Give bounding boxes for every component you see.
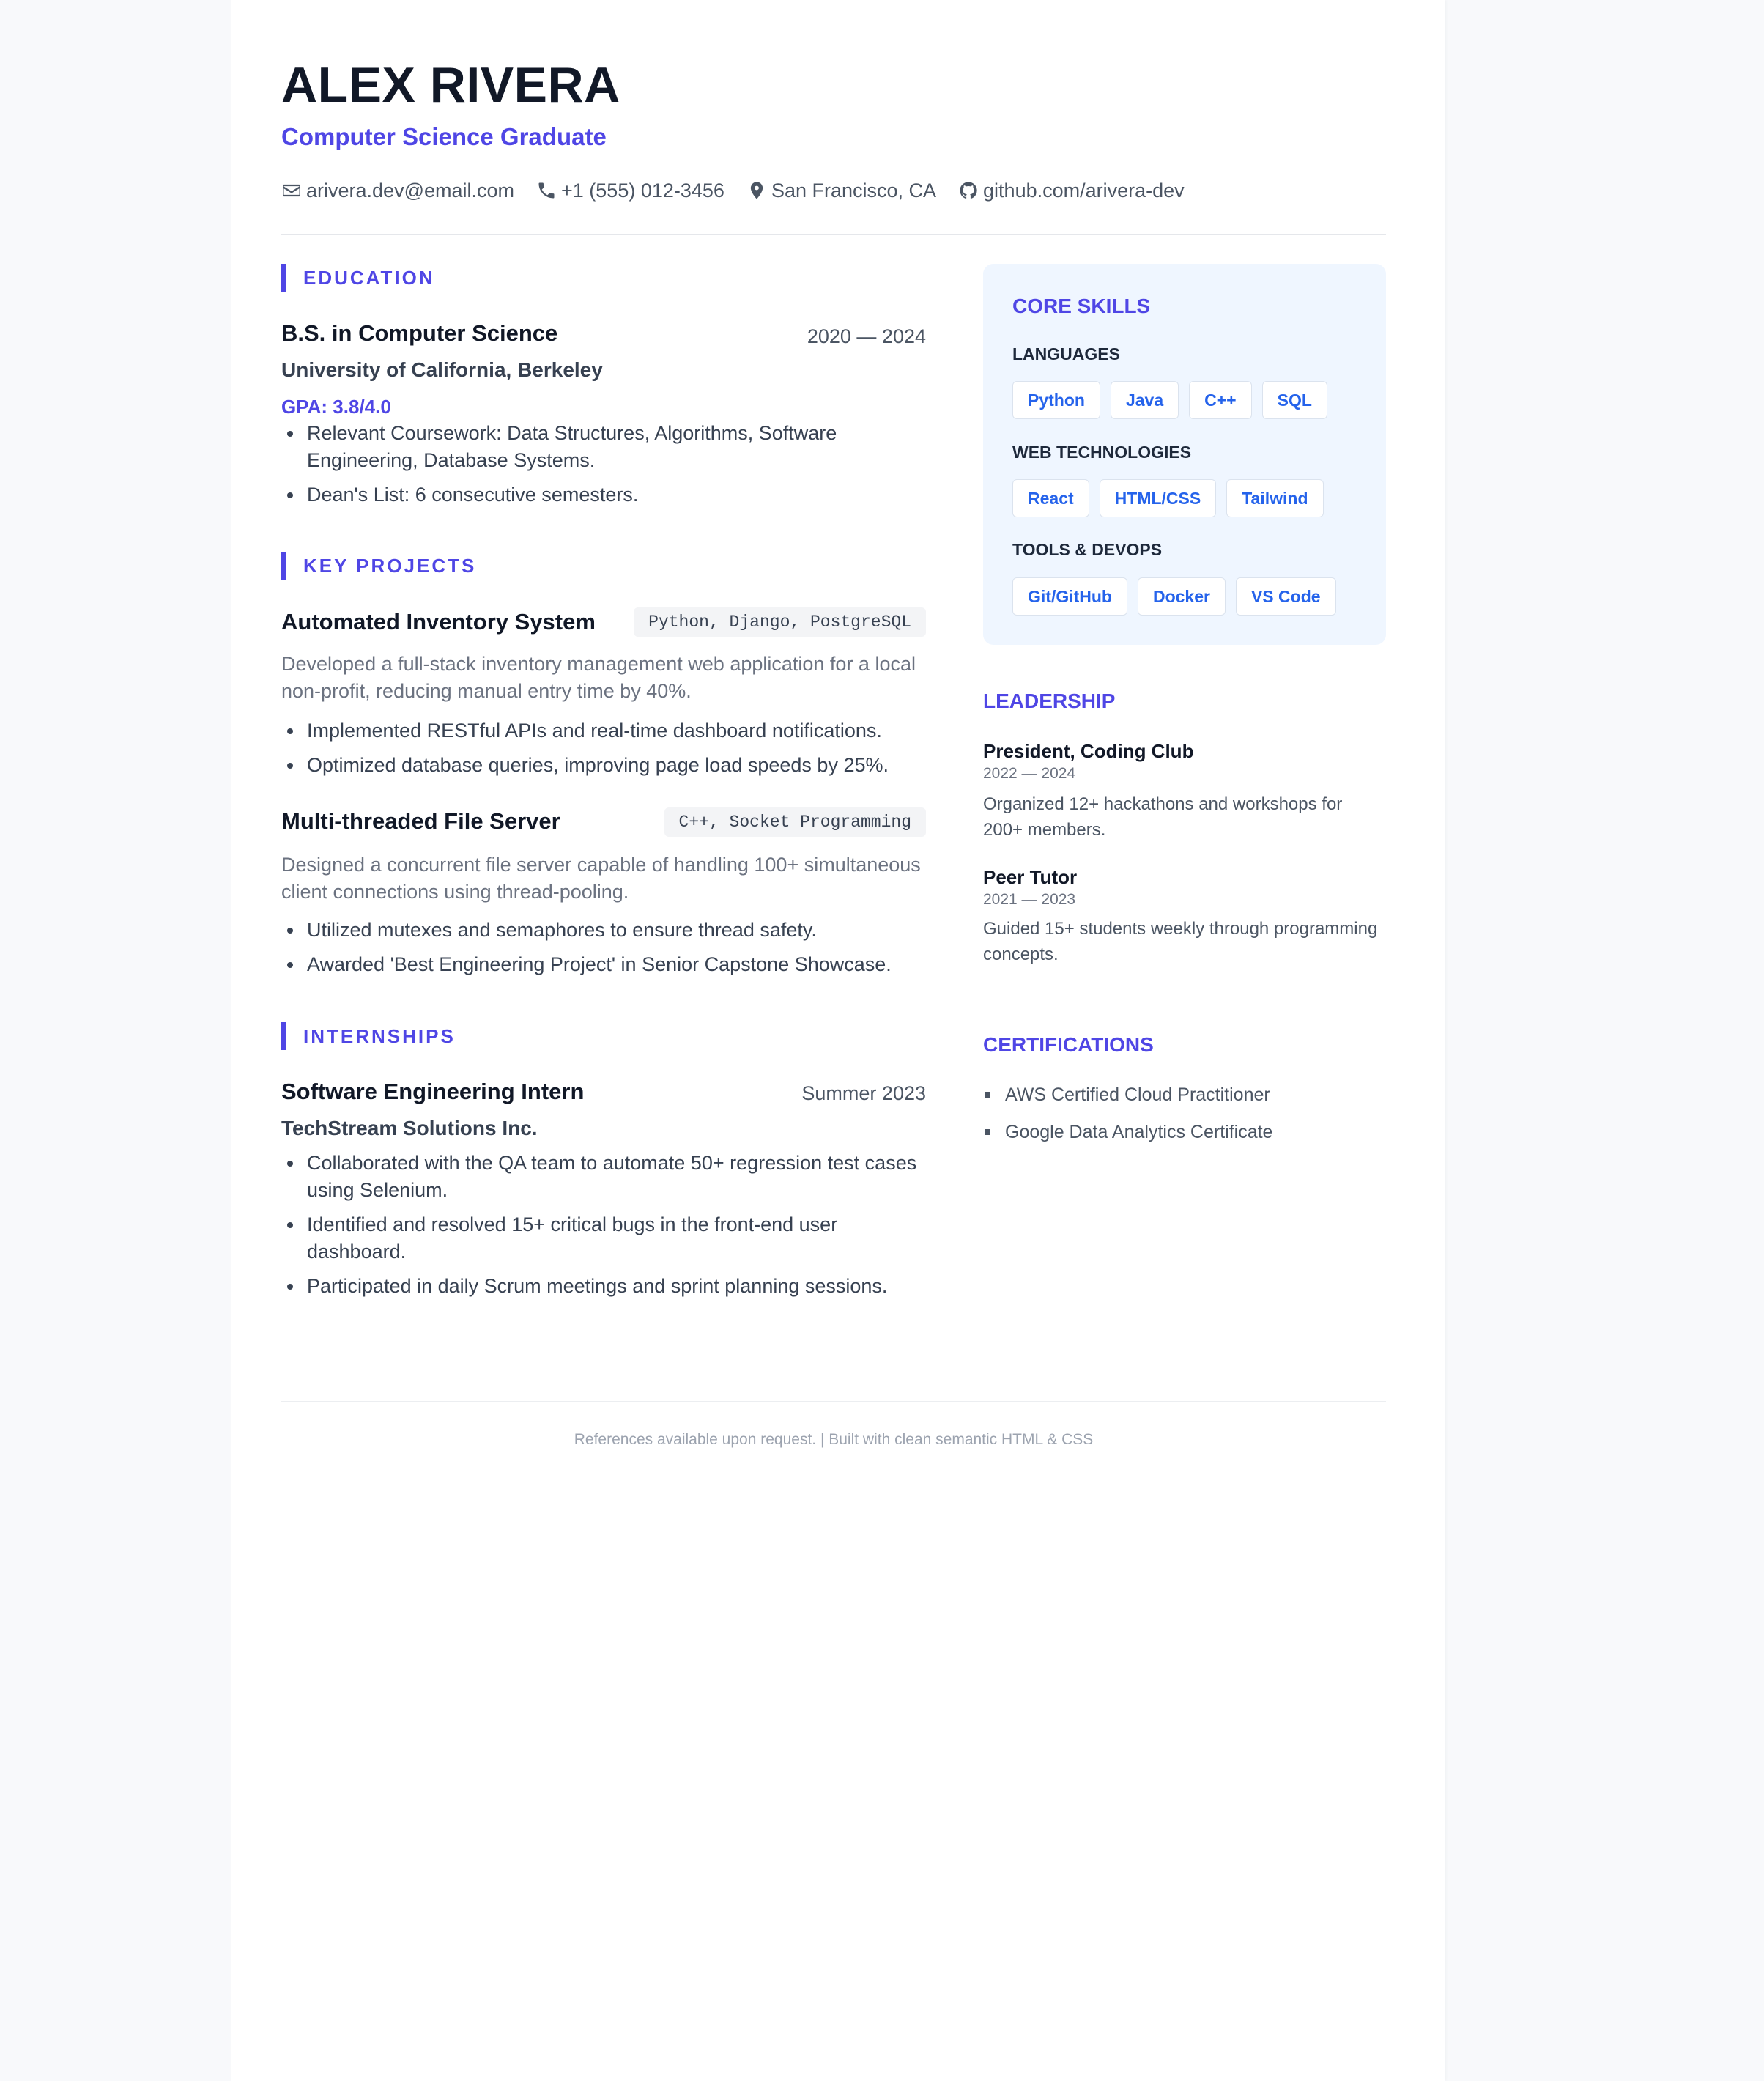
candidate-title: Computer Science Graduate — [281, 123, 607, 150]
github-icon — [958, 180, 979, 201]
email-text: arivera.dev@email.com — [306, 180, 515, 202]
school-name: University of California, Berkeley — [281, 358, 603, 381]
leadership-role: President, Coding Club — [983, 740, 1194, 762]
leadership-heading: LEADERSHIP — [983, 690, 1116, 712]
project-description: Developed a full-stack inventory management web application for a local non-profit, reducing manual entry time by 40%. — [281, 653, 916, 702]
company-name: TechStream Solutions Inc. — [281, 1117, 538, 1139]
skill-chips-web — [1012, 479, 1324, 517]
leadership-description: Organized 12+ hackathons and workshops for 200+ members. — [983, 794, 1343, 840]
contact-phone[interactable] — [536, 177, 724, 204]
leadership-description: Guided 15+ students weekly through programming concepts. — [983, 919, 1378, 964]
skill-chip: Docker — [1138, 577, 1226, 616]
internships-heading: INTERNSHIPS — [281, 1022, 456, 1050]
contact-email[interactable] — [281, 177, 514, 204]
list-item: Collaborated with the QA team to automate 50+ regression test cases using Selenium. — [281, 1150, 926, 1204]
education-bullets — [281, 420, 926, 516]
skill-chip: Python — [1012, 381, 1100, 419]
certifications-list — [983, 1082, 1386, 1156]
internship-title: Software Engineering Intern — [281, 1079, 585, 1104]
skill-chip: React — [1012, 479, 1089, 517]
contact-github[interactable] — [958, 177, 1185, 204]
skill-chip: VS Code — [1236, 577, 1336, 616]
list-item: Implemented RESTful APIs and real-time dashboard notifications. — [281, 717, 926, 744]
internship-bullets — [281, 1150, 926, 1307]
candidate-name: ALEX RIVERA — [281, 57, 620, 113]
degree-title: B.S. in Computer Science — [281, 320, 558, 346]
project-title: Automated Inventory System — [281, 609, 596, 635]
education-heading: EDUCATION — [281, 264, 435, 292]
skill-category-label: LANGUAGES — [1012, 344, 1120, 363]
gpa-value: GPA: 3.8/4.0 — [281, 396, 391, 418]
projects-heading: KEY PROJECTS — [281, 552, 476, 580]
header-divider — [281, 234, 1386, 235]
list-item: Optimized database queries, improving page load speeds by 25%. — [281, 752, 926, 779]
skill-chips-languages — [1012, 381, 1327, 419]
project-tech-tag: C++, Socket Programming — [664, 807, 926, 837]
list-item: Identified and resolved 15+ critical bugs in the front-end user dashboard. — [281, 1211, 926, 1265]
skill-chips-tools — [1012, 577, 1336, 616]
skills-panel — [983, 264, 1386, 645]
footer-divider — [281, 1401, 1386, 1402]
leadership-dates: 2022 — 2024 — [983, 765, 1076, 782]
education-dates: 2020 — 2024 — [807, 325, 926, 347]
location-text: San Francisco, CA — [771, 180, 937, 202]
list-item: AWS Certified Cloud Practitioner — [983, 1082, 1386, 1108]
footer-note: References available upon request. | Built with clean semantic HTML & CSS — [574, 1431, 1094, 1448]
list-item: Participated in daily Scrum meetings and sprint planning sessions. — [281, 1273, 926, 1300]
contact-bar — [281, 177, 1185, 204]
contact-location — [746, 177, 936, 204]
envelope-icon — [281, 180, 302, 201]
skill-category-label: WEB TECHNOLOGIES — [1012, 443, 1192, 462]
map-pin-icon — [746, 180, 767, 201]
list-item: Google Data Analytics Certificate — [983, 1119, 1386, 1145]
resume-page — [231, 0, 1445, 2081]
certifications-heading: CERTIFICATIONS — [983, 1033, 1154, 1056]
phone-icon — [536, 180, 557, 201]
skill-chip: Git/GitHub — [1012, 577, 1127, 616]
phone-text: +1 (555) 012-3456 — [561, 180, 724, 202]
project-title: Multi-threaded File Server — [281, 808, 560, 834]
project-tech-tag: Python, Django, PostgreSQL — [634, 607, 926, 637]
list-item: Dean's List: 6 consecutive semesters. — [281, 481, 926, 509]
skill-category-label: TOOLS & DEVOPS — [1012, 540, 1163, 559]
list-item: Utilized mutexes and semaphores to ensure thread safety. — [281, 917, 926, 944]
skill-chip: C++ — [1189, 381, 1251, 419]
skills-heading: CORE SKILLS — [1012, 295, 1151, 317]
project-description: Designed a concurrent file server capable of handling 100+ simultaneous client connections using thread-pooling. — [281, 854, 921, 903]
skill-chip: Java — [1111, 381, 1179, 419]
list-item: Relevant Coursework: Data Structures, Algorithms, Software Engineering, Database Systems. — [281, 420, 926, 474]
project-bullets — [281, 917, 926, 986]
skill-chip: HTML/CSS — [1100, 479, 1217, 517]
leadership-role: Peer Tutor — [983, 866, 1078, 888]
project-bullets — [281, 717, 926, 786]
internship-dates: Summer 2023 — [801, 1082, 926, 1104]
skill-chip: Tailwind — [1226, 479, 1323, 517]
skill-chip: SQL — [1262, 381, 1327, 419]
list-item: Awarded 'Best Engineering Project' in Senior Capstone Showcase. — [281, 951, 926, 978]
leadership-dates: 2021 — 2023 — [983, 891, 1076, 908]
github-text: github.com/arivera-dev — [983, 180, 1185, 202]
